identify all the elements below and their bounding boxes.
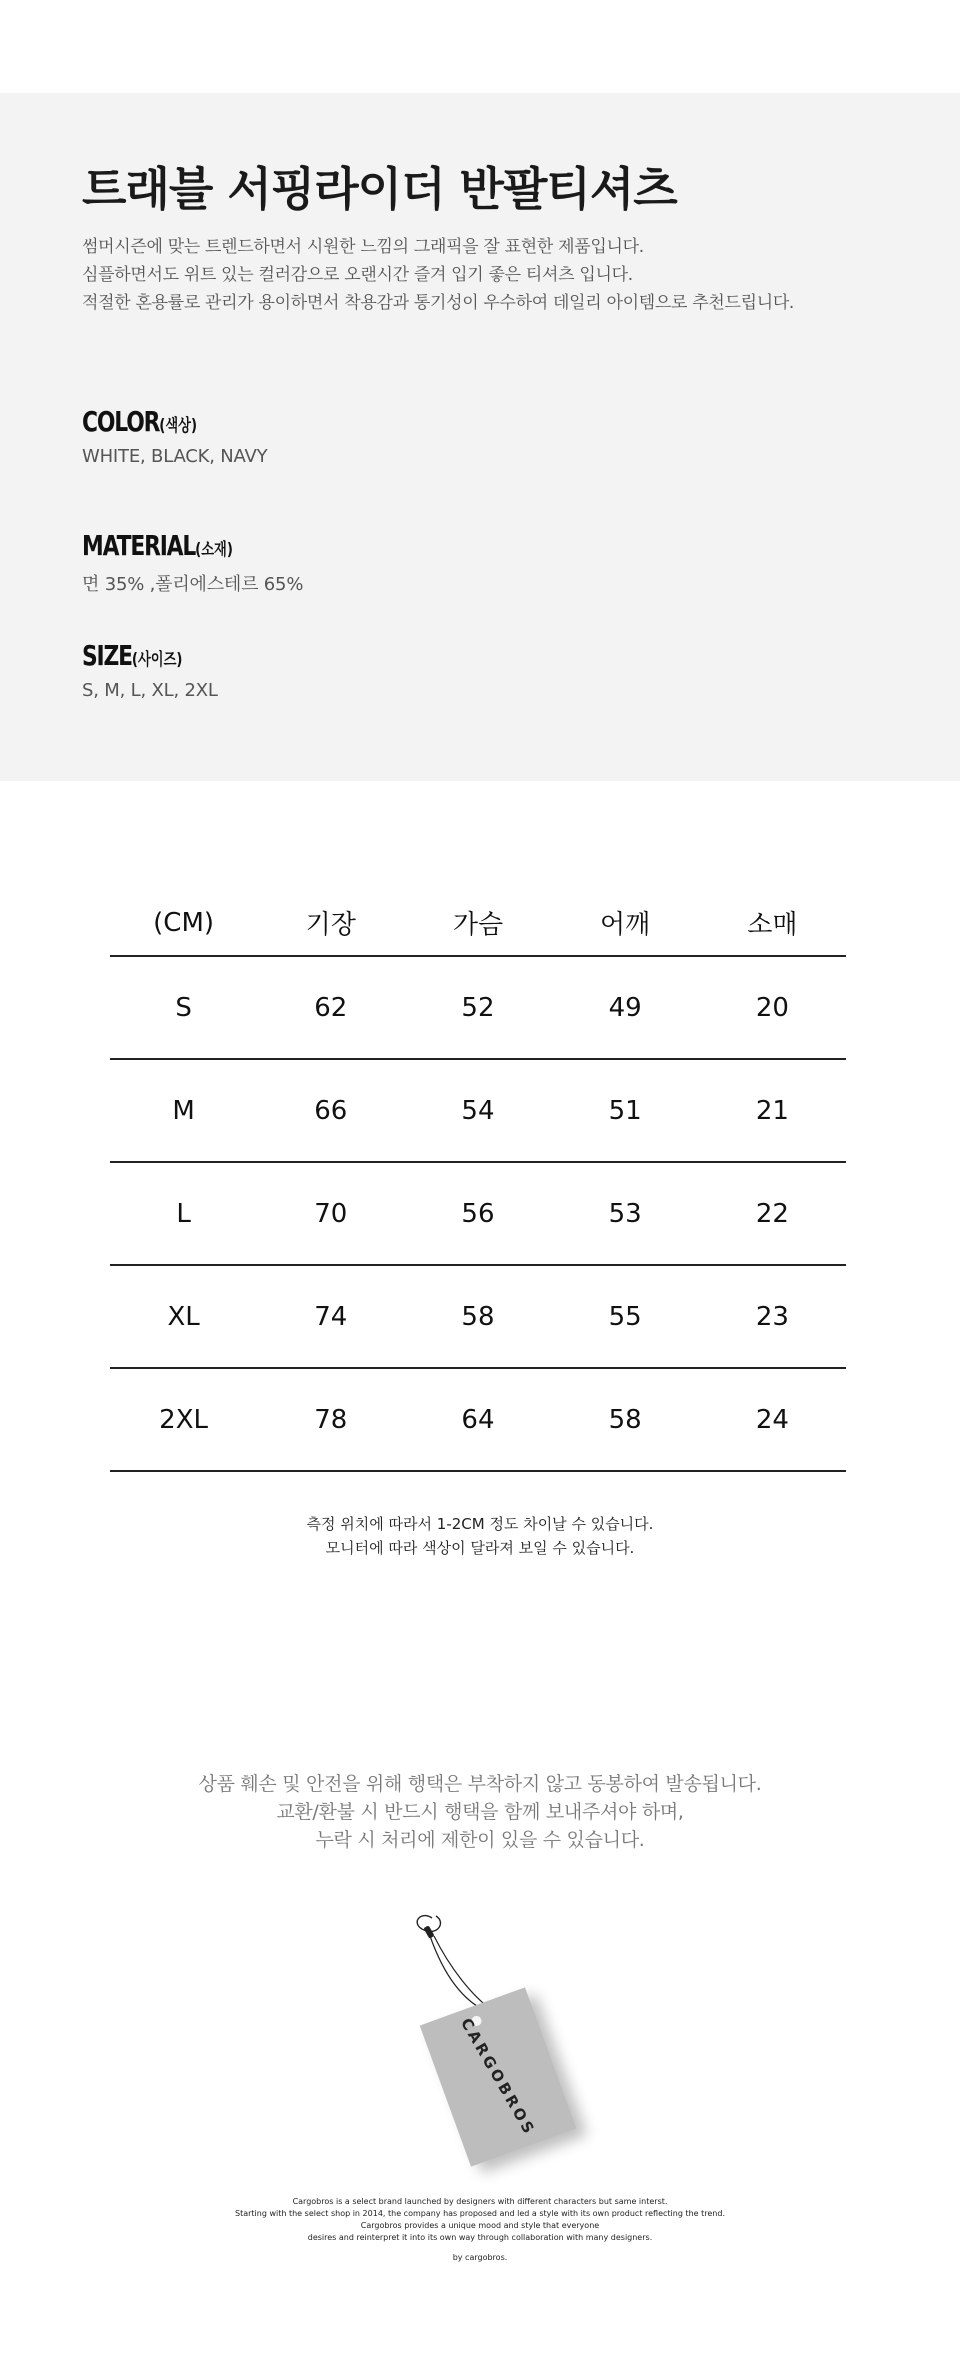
table-cell: 56	[404, 1162, 551, 1265]
about-signature: by cargobros.	[452, 2253, 508, 2262]
spec-material	[82, 529, 303, 596]
spec-label-text: COLOR	[82, 405, 160, 438]
notice-line: 측정 위치에 따라서 1-2CM 정도 차이날 수 있습니다.	[306, 1515, 654, 1533]
spec-value: 면 35% ,폴리에스테르 65%	[82, 574, 304, 595]
spec-label-sub: (사이즈)	[131, 650, 183, 670]
table-cell: 62	[257, 956, 404, 1059]
table-cell: 24	[699, 1368, 846, 1471]
table-header-cell: 기장	[257, 890, 404, 956]
description-line: 썸머시즌에 맞는 트렌드하면서 시원한 느낌의 그래픽을 잘 표현한 제품입니다.	[82, 237, 644, 257]
table-cell: 20	[699, 956, 846, 1059]
notice-line: 누락 시 처리에 제한이 있을 수 있습니다.	[315, 1829, 645, 1851]
table-cell: 70	[257, 1162, 404, 1265]
spec-label-sub: (색상)	[159, 416, 198, 436]
notice-line: 교환/환불 시 반드시 행택을 함께 보내주셔야 하며,	[276, 1801, 684, 1823]
table-cell: 21	[699, 1059, 846, 1162]
product-info-panel	[0, 93, 960, 781]
table-header-row	[110, 890, 846, 956]
table-header-cell: (CM)	[110, 890, 257, 956]
table-cell: 49	[552, 956, 699, 1059]
measurement-notice	[0, 1512, 960, 1560]
spec-size	[82, 639, 218, 701]
table-row	[110, 956, 846, 1059]
table-cell: 52	[404, 956, 551, 1059]
product-description	[82, 233, 902, 317]
table-cell: 66	[257, 1059, 404, 1162]
spec-label-sub: (소재)	[195, 540, 233, 560]
table-cell: 53	[552, 1162, 699, 1265]
table-cell: 64	[404, 1368, 551, 1471]
spec-label-text: SIZE	[82, 639, 132, 672]
table-cell: 22	[699, 1162, 846, 1265]
table-cell: 78	[257, 1368, 404, 1471]
table-row	[110, 1059, 846, 1162]
notice-line: 상품 훼손 및 안전을 위해 행택은 부착하지 않고 동봉하여 발송됩니다.	[198, 1773, 762, 1795]
table-cell: M	[110, 1059, 257, 1162]
spec-value: S, M, L, XL, 2XL	[82, 680, 218, 701]
hang-tag-icon	[380, 1900, 600, 2180]
brand-about	[0, 2196, 960, 2264]
spec-label-text: MATERIAL	[82, 529, 196, 562]
spec-value: WHITE, BLACK, NAVY	[82, 446, 268, 467]
table-row	[110, 1368, 846, 1471]
table-header-cell: 소매	[699, 890, 846, 956]
about-line: Starting with the select shop in 2014, the company has proposed and led a style with its own product reflecting the trend.	[235, 2209, 725, 2218]
table-cell: XL	[110, 1265, 257, 1368]
description-line: 적절한 혼용률로 관리가 용이하면서 착용감과 통기성이 우수하여 데일리 아이템으로 추천드립니다.	[82, 293, 795, 313]
hangtag-notice	[0, 1770, 960, 1854]
spec-color	[82, 405, 267, 467]
about-line: desires and reinterpret it into its own way through collaboration with many designers.	[307, 2233, 653, 2242]
table-row	[110, 1162, 846, 1265]
table-cell: 55	[552, 1265, 699, 1368]
table-row	[110, 1265, 846, 1368]
product-title: 트래블 서핑라이더 반팔티셔츠	[82, 162, 677, 216]
spec-label	[82, 529, 255, 562]
spec-label	[82, 405, 227, 438]
tag-brand-label: CARGOBROS	[457, 2015, 539, 2139]
notice-line: 모니터에 따라 색상이 달라져 보일 수 있습니다.	[325, 1539, 635, 1557]
table-header-cell: 가슴	[404, 890, 551, 956]
about-line: Cargobros provides a unique mood and style that everyone	[360, 2221, 600, 2230]
table-cell: S	[110, 956, 257, 1059]
table-header-cell: 어깨	[552, 890, 699, 956]
table-cell: 23	[699, 1265, 846, 1368]
table-cell: 74	[257, 1265, 404, 1368]
size-chart-table	[110, 890, 846, 1472]
table-cell: 2XL	[110, 1368, 257, 1471]
table-cell: 54	[404, 1059, 551, 1162]
table-cell: 58	[552, 1368, 699, 1471]
about-line: Cargobros is a select brand launched by designers with different characters but same interst.	[292, 2197, 668, 2206]
table-cell: L	[110, 1162, 257, 1265]
spec-label	[82, 639, 188, 672]
table-cell: 58	[404, 1265, 551, 1368]
description-line: 심플하면서도 위트 있는 컬러감으로 오랜시간 즐겨 입기 좋은 티셔츠 입니다.	[82, 265, 633, 285]
table-cell: 51	[552, 1059, 699, 1162]
